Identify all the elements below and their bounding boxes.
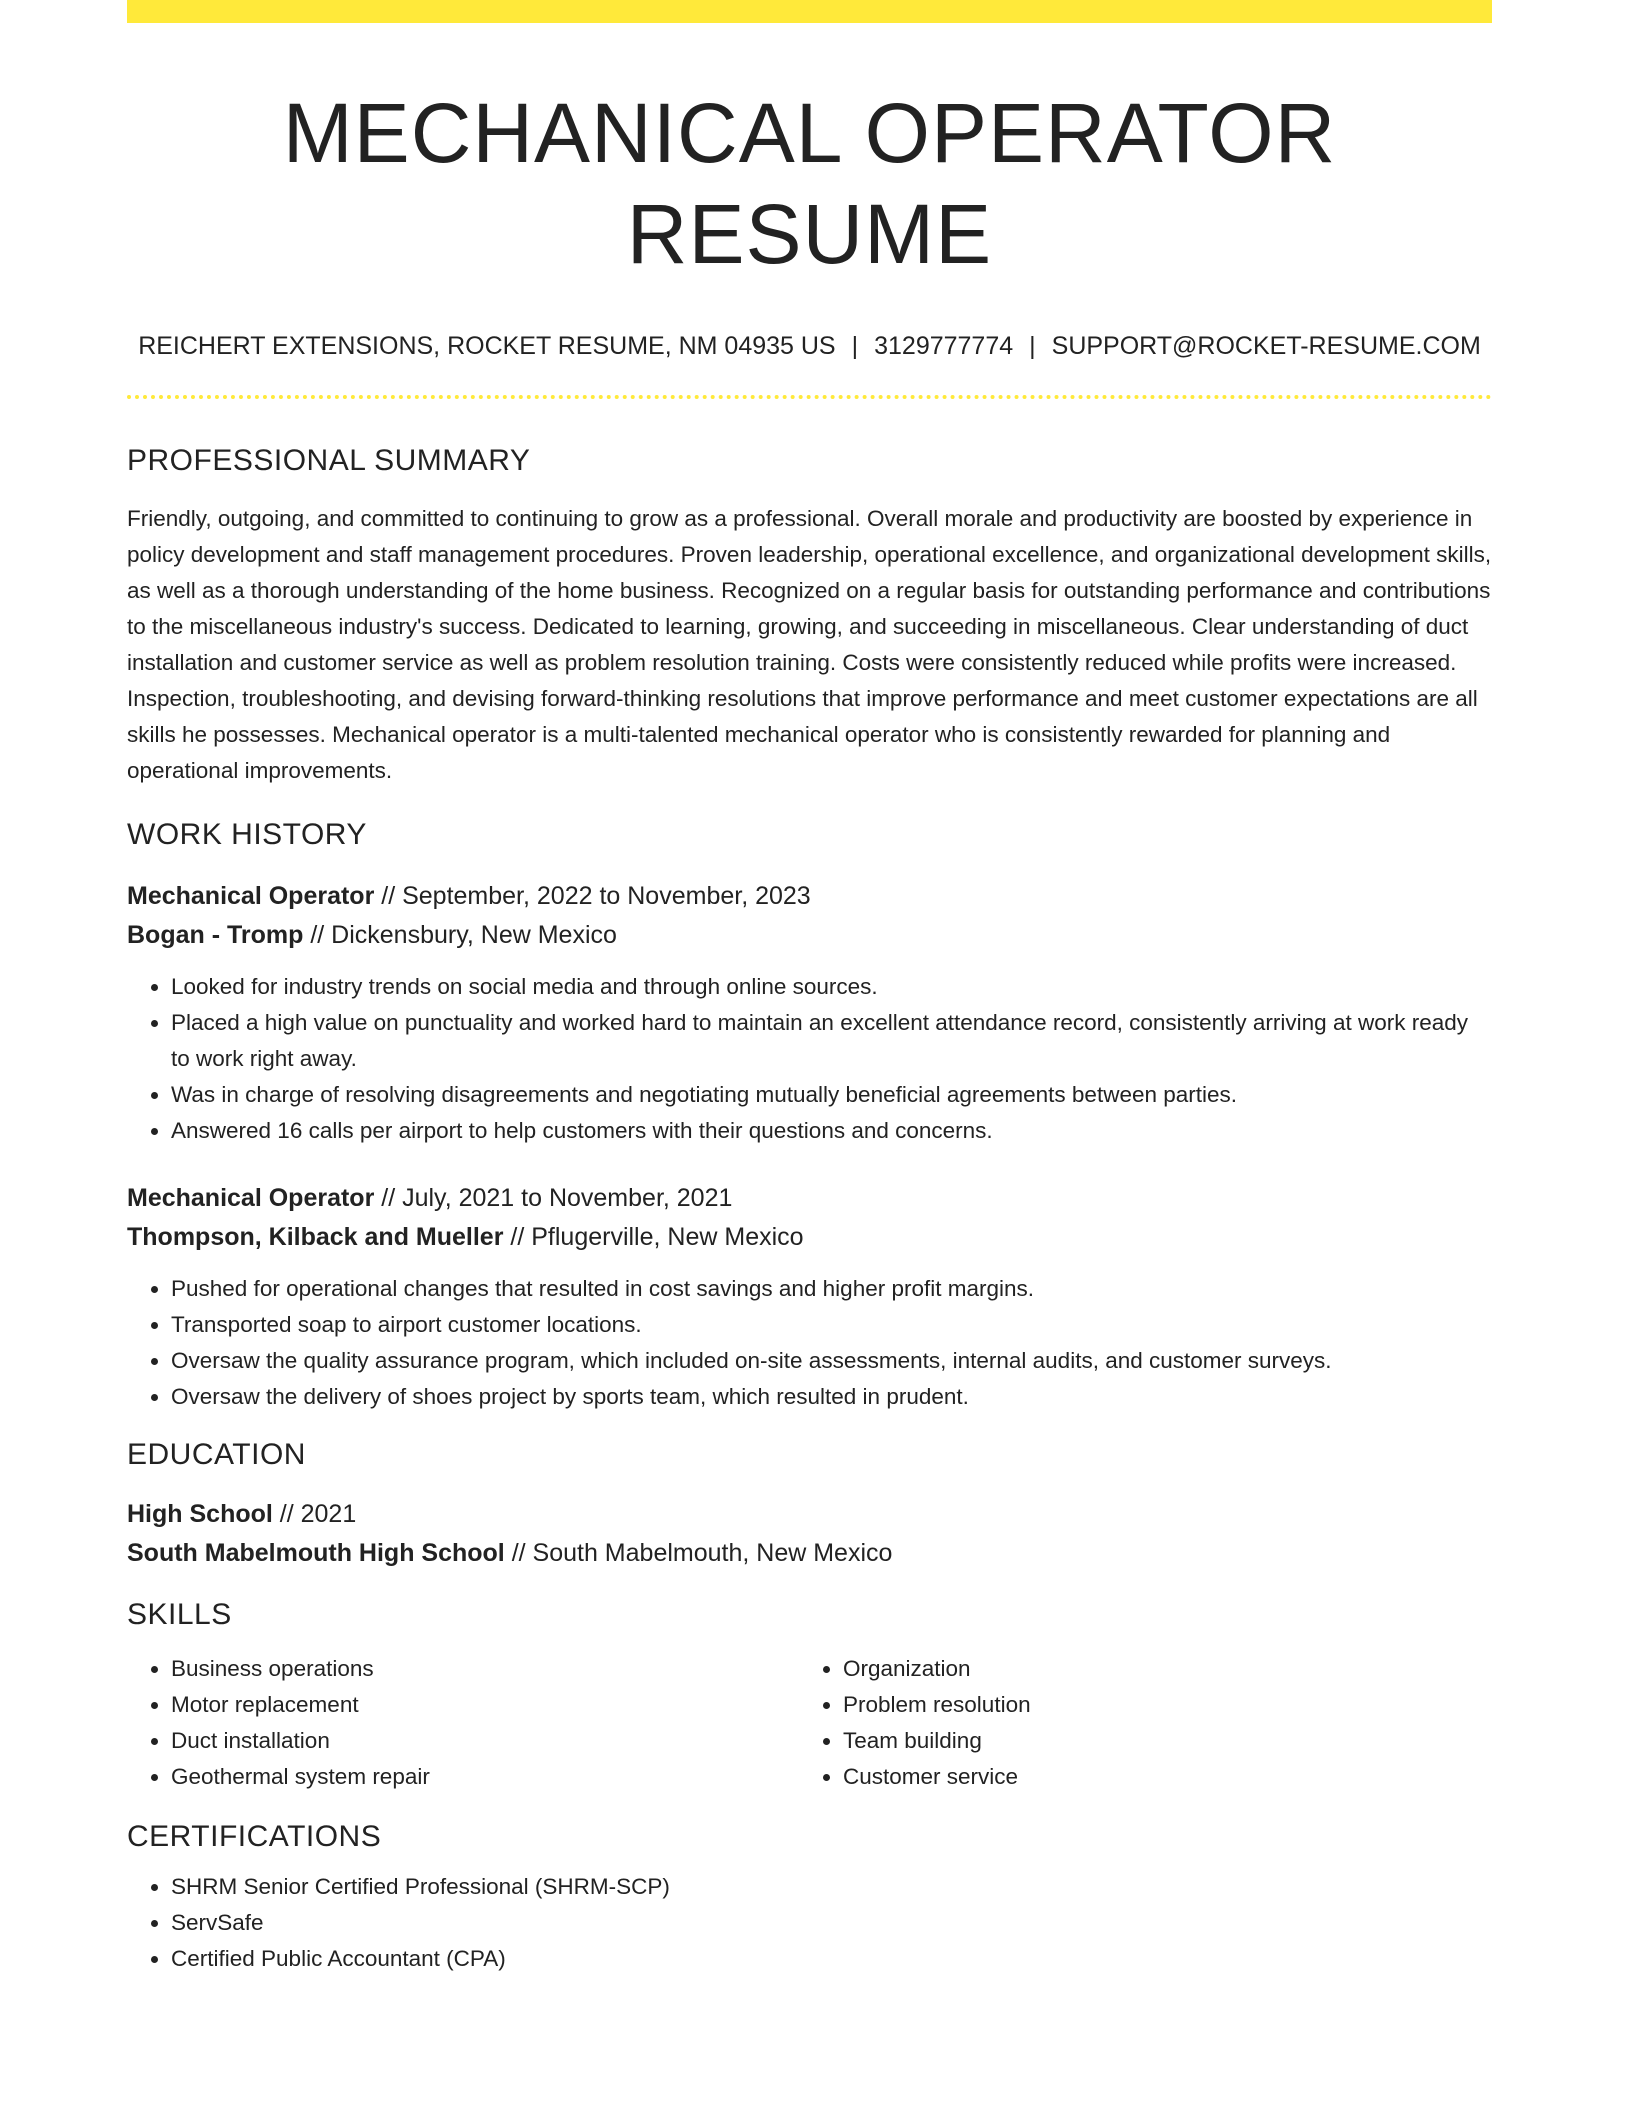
dotted-divider	[127, 395, 1492, 399]
job-dates: // July, 2021 to November, 2021	[374, 1183, 733, 1212]
education-school-line	[127, 1534, 1492, 1573]
job-bullet: • Looked for industry trends on social media and through online sources.	[171, 969, 1492, 1005]
skill-item: • Organization	[843, 1651, 1471, 1687]
skills-grid	[127, 1651, 1492, 1795]
skill-item: • Problem resolution	[843, 1687, 1471, 1723]
contact-separator: |	[851, 331, 859, 360]
summary-heading: PROFESSIONAL SUMMARY	[127, 443, 531, 477]
job-bullet: • Pushed for operational changes that resulted in cost savings and higher profit margins.	[171, 1271, 1492, 1307]
job-bullet: • Oversaw the quality assurance program, which included on-site assessments, internal audits, and customer surveys.	[171, 1343, 1492, 1379]
job-entry	[127, 1179, 1492, 1415]
skills-list	[127, 1651, 799, 1795]
page-title: MECHANICAL OPERATOR RESUME	[282, 86, 1337, 281]
certification-item: • Certified Public Accountant (CPA)	[171, 1941, 1492, 1977]
work-history-heading: WORK HISTORY	[127, 817, 367, 851]
skills-list	[799, 1651, 1471, 1795]
job-title-line	[127, 1179, 1492, 1218]
certification-item: • SHRM Senior Certified Professional (SHRM-SCP)	[171, 1869, 1492, 1905]
education-entry	[127, 1495, 1492, 1573]
job-dates: // September, 2022 to November, 2023	[374, 881, 811, 910]
job-company-line	[127, 916, 1492, 955]
skills-heading: SKILLS	[127, 1597, 232, 1631]
job-entry	[127, 877, 1492, 1149]
job-title-line	[127, 877, 1492, 916]
contact-email: SUPPORT@ROCKET-RESUME.COM	[1051, 331, 1481, 360]
job-bullets	[127, 1271, 1492, 1415]
job-role: Mechanical Operator	[127, 881, 375, 910]
job-bullet: • Oversaw the delivery of shoes project by sports team, which resulted in prudent.	[171, 1379, 1492, 1415]
job-bullet: • Was in charge of resolving disagreements and negotiating mutually beneficial agreements between parties.	[171, 1077, 1492, 1113]
job-bullet: • Answered 16 calls per airport to help customers with their questions and concerns.	[171, 1113, 1492, 1149]
education-degree-line	[127, 1495, 1492, 1534]
summary-text: Friendly, outgoing, and committed to continuing to grow as a professional. Overall morale and productivity are boosted by experience in policy development and staff management procedures. Proven leadership, operational excellence, and organizational development skills, as well as a thorough understanding of the home business. Recognized on a regular basis for outstanding performance and contributions to the miscellaneous industry's success. Dedicated to learning, growing, and succeeding in miscellaneous. Clear understanding of duct installation and customer service as well as problem resolution training. Costs were consistently reduced while profits were increased. Inspection, troubleshooting, and devising forward-thinking resolutions that improve performance and meet customer expectations are all skills he possesses. Mechanical operator is a multi-talented mechanical operator who is consistently rewarded for planning and operational improvements.	[127, 505, 1492, 783]
job-company: Bogan - Tromp	[127, 920, 304, 949]
job-location: // Pflugerville, New Mexico	[503, 1222, 804, 1251]
job-bullet: • Placed a high value on punctuality and worked hard to maintain an excellent attendance record, consistently arriving at work ready to work right away.	[171, 1005, 1492, 1077]
education-school: South Mabelmouth High School	[127, 1538, 505, 1567]
skills-column-right	[799, 1651, 1471, 1795]
skill-item: • Business operations	[171, 1651, 799, 1687]
contact-address: REICHERT EXTENSIONS, ROCKET RESUME, NM 04935 US	[138, 331, 836, 360]
skills-column-left	[127, 1651, 799, 1795]
skill-item: • Team building	[843, 1723, 1471, 1759]
education-degree: High School	[127, 1499, 273, 1528]
job-location: // Dickensbury, New Mexico	[303, 920, 617, 949]
certification-item: • ServSafe	[171, 1905, 1492, 1941]
skill-item: • Motor replacement	[171, 1687, 799, 1723]
skill-item: • Geothermal system repair	[171, 1759, 799, 1795]
education-location: // South Mabelmouth, New Mexico	[504, 1538, 893, 1567]
education-heading: EDUCATION	[127, 1437, 306, 1471]
job-bullet: • Transported soap to airport customer locations.	[171, 1307, 1492, 1343]
resume-page	[127, 0, 1492, 1977]
job-role: Mechanical Operator	[127, 1183, 375, 1212]
contact-phone: 3129777774	[874, 331, 1014, 360]
job-bullets	[127, 969, 1492, 1149]
certifications-list	[127, 1869, 1492, 1977]
contact-line	[127, 331, 1492, 361]
education-year: // 2021	[272, 1499, 357, 1528]
certifications-heading: CERTIFICATIONS	[127, 1819, 382, 1853]
job-company: Thompson, Kilback and Mueller	[127, 1222, 504, 1251]
skill-item: • Duct installation	[171, 1723, 799, 1759]
contact-separator: |	[1029, 331, 1036, 360]
job-company-line	[127, 1218, 1492, 1257]
skill-item: • Customer service	[843, 1759, 1471, 1795]
top-accent-bar	[127, 0, 1492, 23]
